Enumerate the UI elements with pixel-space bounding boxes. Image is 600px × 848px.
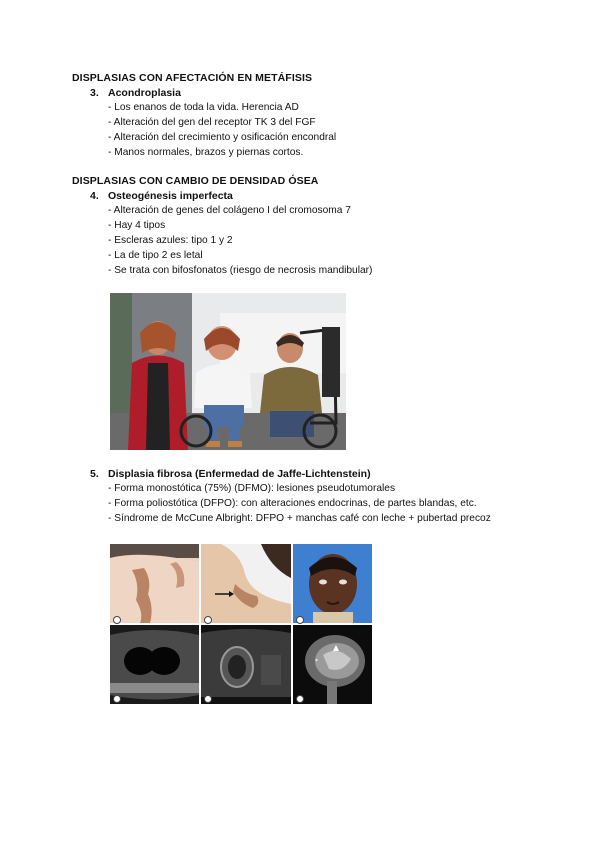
bullet-list-displasia-fibrosa [108, 481, 491, 526]
clinical-image-grid [110, 544, 372, 704]
item-title-osteogenesis [90, 190, 233, 202]
item-number: 5. [90, 468, 99, 480]
item-title-text: Osteogénesis imperfecta [108, 190, 233, 202]
bullet-list-acondroplasia [108, 100, 336, 160]
list-item: - Forma poliostótica (DFPO): con alteraciones endocrinas, de partes blandas, etc. [108, 498, 477, 509]
panel-marker [113, 616, 121, 624]
list-item: - Se trata con bifosfonatos (riesgo de necrosis mandibular) [108, 265, 373, 276]
section-title-metafisis: DISPLASIAS CON AFECTACIÓN EN METÁFISIS [72, 72, 313, 84]
list-item: - Manos normales, brazos y piernas cortos. [108, 147, 304, 158]
photo-cafe-au-lait-neck [201, 544, 291, 623]
item-number: 3. [90, 87, 99, 99]
list-item: - Hay 4 tipos [108, 220, 166, 231]
list-item: - Síndrome de McCune Albright: DFPO + manchas café con leche + pubertad precoz [108, 513, 491, 524]
photo-patient-face [293, 544, 372, 623]
section-title-densidad-osea: DISPLASIAS CON CAMBIO DE DENSIDAD ÓSEA [72, 175, 319, 187]
list-item: - Alteración del gen del receptor TK 3 del FGF [108, 117, 316, 128]
image-ultrasound-lesion [201, 625, 291, 704]
list-item: - Alteración de genes del colágeno I del cromosoma 7 [108, 205, 351, 216]
list-item: - Alteración del crecimiento y osificación encondral [108, 132, 337, 143]
image-mri-sagittal [293, 625, 372, 704]
list-item: - Forma monostótica (75%) (DFMO): lesiones pseudotumorales [108, 483, 396, 494]
panel-marker [204, 695, 212, 703]
panel-marker [113, 695, 121, 703]
list-item: - Escleras azules: tipo 1 y 2 [108, 235, 233, 246]
panel-marker [296, 616, 304, 624]
svg-text:*: * [315, 658, 318, 665]
item-number: 4. [90, 190, 99, 202]
panel-marker [204, 616, 212, 624]
bullet-list-osteogenesis [108, 203, 372, 278]
item-title-text: Displasia fibrosa (Enfermedad de Jaffe-Lichtenstein) [108, 468, 371, 480]
photo-cafe-au-lait-back [110, 544, 199, 623]
item-title-acondroplasia [90, 87, 181, 99]
image-ultrasound-thyroid [110, 625, 199, 704]
list-item: - Los enanos de toda la vida. Herencia AD [108, 102, 299, 113]
item-title-text: Acondroplasia [108, 87, 181, 99]
panel-marker [296, 695, 304, 703]
item-title-displasia-fibrosa [90, 468, 371, 480]
photo-osteogenesis-patients [110, 293, 346, 450]
list-item: - La de tipo 2 es letal [108, 250, 203, 261]
